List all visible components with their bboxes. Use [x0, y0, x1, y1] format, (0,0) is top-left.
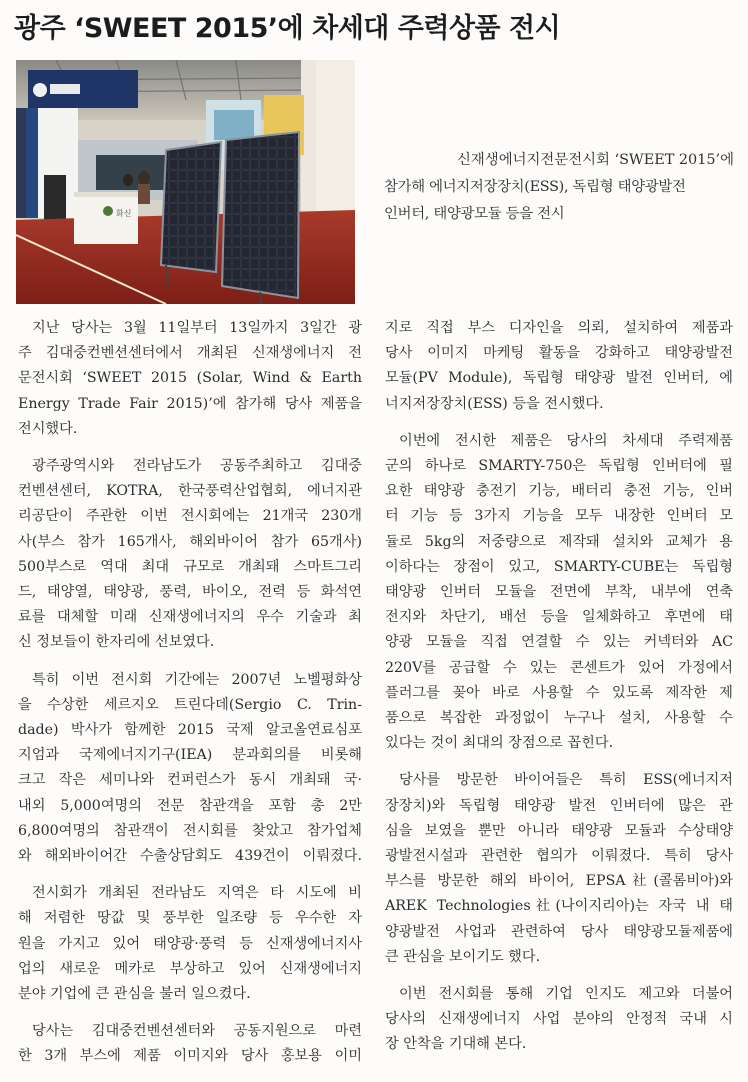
text-line: 군의 하나로 SMARTY-750은 독립형 인버터에 필: [385, 458, 733, 475]
article-paragraph: [385, 768, 733, 970]
text-line: 장장치)와 독립형 태양광 발전 인버터에 많은 관: [385, 797, 733, 814]
text-line: 광발전시설과 관련한 협의가 이뤄졌다. 특히 당사: [385, 848, 733, 865]
text-line: 분야 기업에 큰 관심을 불러 일으켰다.: [18, 986, 251, 1003]
text-line: Energy Trade Fair 2015)’에 참가해 당사 제품을: [18, 395, 362, 412]
text-line: 문전시회 ‘SWEET 2015 (Solar, Wind & Earth: [18, 370, 362, 387]
text-line: 있다는 것이 최대의 장점으로 꼽힌다.: [385, 735, 614, 752]
text-line: 지엄과 국제에너지기구(IEA) 분과회의를 비롯해: [18, 747, 362, 764]
article-paragraph: [18, 668, 362, 870]
text-line: 태양광 인버터 모듈을 전면에 부착, 내부에 연축: [385, 584, 733, 601]
text-line: 당사의 신재생에너지 사업 분야의 안정적 국내 시: [385, 1011, 733, 1028]
article-paragraph: [18, 454, 362, 656]
article-paragraph: [18, 1019, 362, 1069]
text-line: 6,800여명의 참관객이 전시회를 찾았고 참가업체: [18, 822, 362, 839]
article-column-right: [385, 316, 733, 1070]
text-line: 요한 태양광 충전기 기능, 배터리 충전 기능, 인버: [385, 483, 733, 500]
article-paragraph: [18, 316, 362, 442]
text-line: 모듈(PV Module), 독립형 태양광 발전 인버터, 에: [385, 370, 733, 387]
article-paragraph: [385, 982, 733, 1058]
text-line: 전지와 차단기, 배선 등을 일체화하고 후면에 태: [385, 609, 733, 626]
text-line: 사(부스 참가 165개사, 해외바이어 참가 65개사): [18, 533, 362, 550]
text-line: 한 3개 부스에 제품 이미지와 당사 홍보용 이미: [18, 1048, 362, 1065]
text-line: 특히 이번 전시회 기간에는 2007년 노벨평화상: [32, 671, 362, 688]
article-paragraph: [18, 881, 362, 1007]
text-line: 너지저장장치(ESS) 등을 전시했다.: [385, 395, 604, 412]
text-line: AREK Technologies社(나이지리아)는 자국 내 태: [385, 898, 733, 915]
caption-line: 인버터, 태양광모듈 등을 전시: [384, 206, 565, 222]
text-line: 당사 이미지 마케팅 활동을 강화하고 태양광발전: [385, 345, 733, 362]
text-line: 이번 전시회를 통해 기업 인지도 제고와 더불어: [399, 986, 733, 1003]
text-line: 지난 당사는 3월 11일부터 13일까지 3일간 광: [32, 320, 362, 336]
text-line: 전시회가 개최된 전라남도 지역은 타 시도에 비: [32, 885, 362, 902]
photo-caption: [384, 147, 734, 228]
exhibition-booth-photo: [16, 60, 355, 304]
text-line: dade) 박사가 함께한 2015 국제 알코올연료심포: [18, 722, 362, 739]
text-line: 을 수상한 세르지오 트린다데(Sergio C. Trin-: [18, 696, 362, 713]
text-line: 원을 가지고 있어 태양광·풍력 등 신재생에너지사: [18, 935, 362, 952]
text-line: 광주광역시와 전라남도가 공동주최하고 김대중: [32, 458, 362, 475]
text-line: 양광 모듈을 직접 연결할 수 있는 커넥터와 AC: [385, 634, 733, 651]
article-paragraph: [385, 316, 733, 417]
text-line: 컨벤션센터, KOTRA, 한국풍력산업협회, 에너지관: [18, 483, 362, 500]
booth-photo-illustration: [16, 60, 355, 304]
article-paragraph: [385, 429, 733, 757]
text-line: 전시했다.: [18, 420, 78, 437]
caption-line: 참가해 에너지저장장치(ESS), 독립형 태양광발전: [384, 179, 686, 195]
text-line: 심을 보였을 뿐만 아니라 태양광 모듈과 수상태양: [385, 822, 733, 839]
text-line: 지로 직접 부스 디자인을 의뢰, 설치하여 제품과: [385, 320, 733, 336]
text-line: 드, 태양열, 태양광, 풍력, 바이오, 전력 등 화석연: [18, 584, 362, 601]
text-line: 220V를 공급할 수 있는 콘센트가 있어 가정에서: [385, 659, 733, 676]
text-line: 료를 대체할 미래 신재생에너지의 우수 기술과 최: [18, 609, 362, 626]
text-line: 신 정보들이 한자리에 선보였다.: [18, 634, 215, 651]
text-line: 내외 5,000여명의 전문 참관객을 포함 총 2만: [18, 797, 362, 814]
text-line: 이번에 전시한 제품은 당사의 차세대 주력제품: [399, 432, 733, 449]
text-line: 부스를 방문한 해외 바이어, EPSA社(콜롬비아)와: [385, 873, 733, 890]
text-line: 해 저렴한 땅값 및 풍부한 일조량 등 우수한 자: [18, 910, 362, 927]
text-line: 당사는 김대중컨벤션센터와 공동지원으로 마련: [32, 1023, 362, 1040]
text-line: 플러그를 꽂아 바로 사용할 수 있도록 제작한 제: [385, 684, 733, 701]
text-line: 품으로 복잡한 과정없이 누구나 설치, 사용할 수: [385, 710, 733, 727]
text-line: 크고 작은 세미나와 컨퍼런스가 동시 개최돼 국·: [18, 772, 362, 789]
text-line: 큰 관심을 보이기도 했다.: [385, 948, 541, 965]
text-line: 주 김대중컨벤션센터에서 개최된 신재생에너지 전: [18, 345, 362, 362]
article-column-left: [18, 316, 362, 1082]
text-line: 업의 새로운 메카로 부상하고 있어 신재생에너지: [18, 960, 362, 977]
text-line: 장 안착을 기대해 본다.: [385, 1036, 527, 1053]
text-line: 터 기능 등 3가지 기능을 모두 내장한 인버터 모: [385, 508, 733, 525]
text-line: 양광발전 사업과 관련하여 당사 태양광모듈제품에: [385, 923, 733, 940]
text-line: 와 해외바이어간 수출상담회도 439건이 이뤄졌다.: [18, 848, 362, 865]
text-line: 리공단이 주관한 이번 전시회에는 21개국 230개: [18, 508, 362, 525]
text-line: 당사를 방문한 바이어들은 특히 ESS(에너지저: [399, 772, 733, 789]
text-line: 500부스로 역대 최대 규모로 개최돼 스마트그리: [18, 558, 362, 575]
text-line: 듈로 5kg의 저중량으로 제작돼 설치와 교체가 용: [385, 533, 733, 550]
caption-line: 신재생에너지전문전시회 ‘SWEET 2015’에: [457, 152, 734, 168]
article-headline: 광주 ‘SWEET 2015’에 차세대 주력상품 전시: [14, 13, 561, 44]
booth-sign-text: 화신: [116, 209, 132, 218]
text-line: 이하다는 장점이 있고, SMARTY-CUBE는 독립형: [385, 558, 733, 575]
